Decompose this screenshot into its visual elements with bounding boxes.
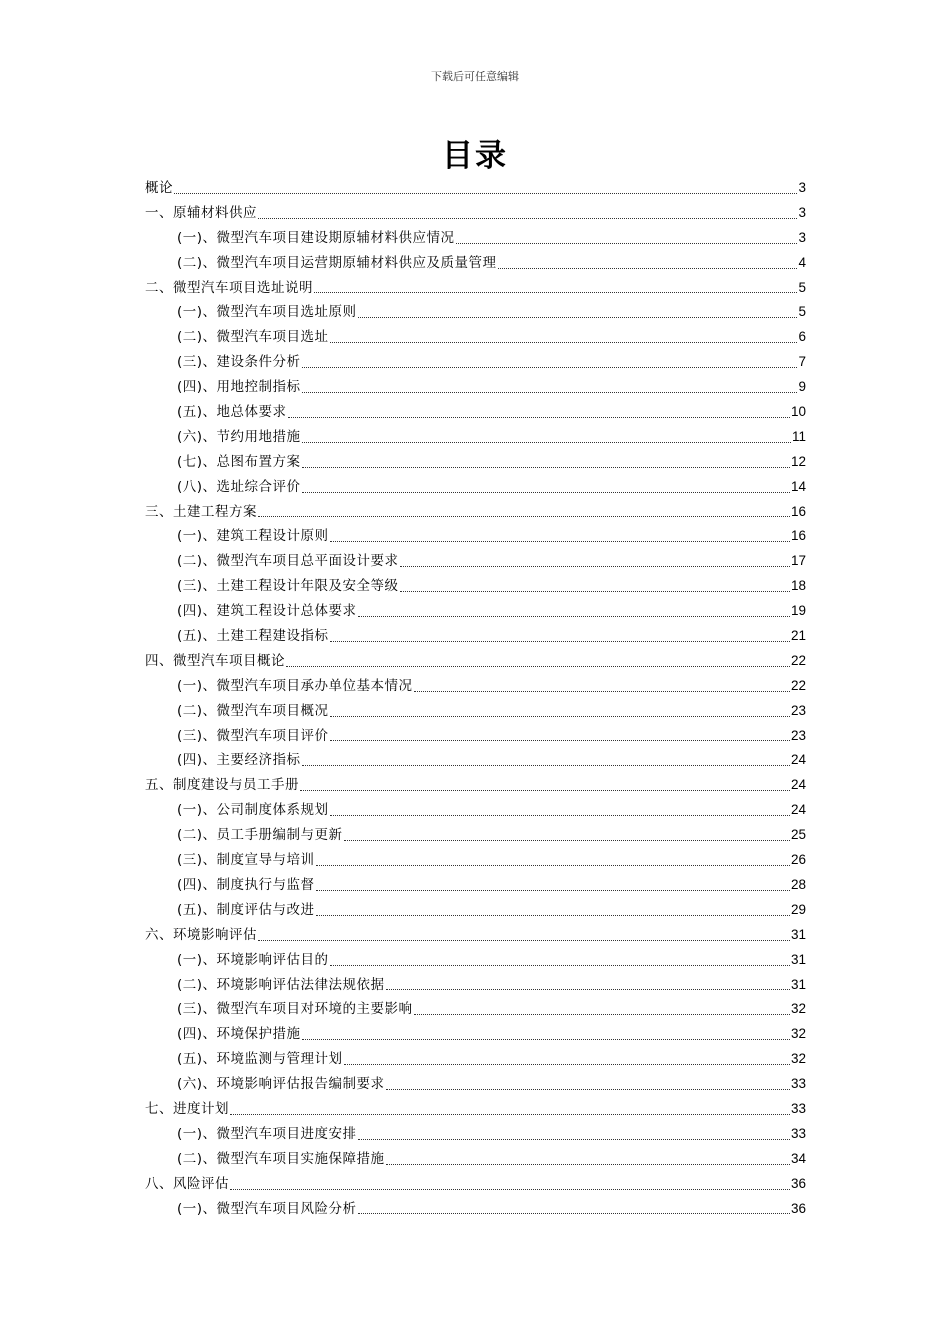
toc-subsection-entry[interactable] (145, 748, 806, 773)
toc-dot-leader (344, 1064, 790, 1065)
toc-dot-leader (400, 591, 790, 592)
toc-page-number: 28 (790, 876, 806, 892)
toc-page-number: 31 (790, 951, 806, 967)
toc-page-number: 36 (790, 1200, 806, 1216)
toc-page-number: 19 (790, 603, 806, 619)
toc-page-number: 22 (790, 677, 806, 693)
toc-entry-title: 七、进度计划 (145, 1100, 229, 1117)
toc-subsection-entry[interactable] (145, 973, 806, 998)
toc-entry-title: (一)、微型汽车项目进度安排 (177, 1125, 357, 1142)
toc-subsection-entry[interactable] (145, 524, 806, 549)
toc-page-number: 5 (798, 279, 806, 295)
toc-dot-leader (230, 1189, 790, 1190)
toc-subsection-entry[interactable] (145, 599, 806, 624)
toc-subsection-entry[interactable] (145, 674, 806, 699)
toc-dot-leader (330, 815, 790, 816)
toc-dot-leader (302, 1039, 790, 1040)
toc-entry-title: (六)、节约用地措施 (177, 428, 301, 445)
toc-entry-title: (二)、微型汽车项目选址 (177, 329, 329, 346)
toc-entry-title: (五)、土建工程建设指标 (177, 628, 329, 645)
toc-dot-leader (316, 865, 790, 866)
toc-entry-title: (三)、微型汽车项目对环境的主要影响 (177, 1001, 413, 1018)
toc-subsection-entry[interactable] (145, 375, 806, 400)
toc-subsection-entry[interactable] (145, 300, 806, 325)
toc-section-entry[interactable] (145, 923, 806, 948)
toc-page-number: 25 (790, 827, 806, 843)
toc-page-number: 16 (790, 503, 806, 519)
toc-dot-leader (302, 492, 790, 493)
toc-subsection-entry[interactable] (145, 1072, 806, 1097)
toc-title: 目录 (442, 138, 508, 174)
toc-page-number: 26 (790, 852, 806, 868)
toc-entry-title: (一)、微型汽车项目选址原则 (177, 304, 357, 321)
toc-subsection-entry[interactable] (145, 400, 806, 425)
toc-section-entry[interactable] (145, 1097, 806, 1122)
toc-entry-title: (二)、员工手册编制与更新 (177, 827, 343, 844)
toc-page-number: 32 (790, 1001, 806, 1017)
toc-dot-leader (300, 790, 790, 791)
toc-entry-title: (七)、总图布置方案 (177, 453, 301, 470)
toc-page-number: 21 (790, 628, 806, 644)
toc-page-number: 23 (790, 727, 806, 743)
toc-subsection-entry[interactable] (145, 425, 806, 450)
toc-dot-leader (414, 1014, 790, 1015)
toc-page-number: 33 (790, 1125, 806, 1141)
toc-entry-title: (二)、环境影响评估法律法规依据 (177, 976, 385, 993)
toc-subsection-entry[interactable] (145, 848, 806, 873)
toc-entry-title: (一)、微型汽车项目建设期原辅材料供应情况 (177, 229, 455, 246)
toc-entry-title: 四、微型汽车项目概论 (145, 652, 285, 669)
toc-page-number: 23 (790, 702, 806, 718)
toc-dot-leader (330, 740, 790, 741)
toc-dot-leader (344, 840, 790, 841)
toc-page-number: 33 (790, 1100, 806, 1116)
table-of-contents (145, 176, 806, 1221)
toc-subsection-entry[interactable] (145, 325, 806, 350)
toc-page-number: 34 (790, 1150, 806, 1166)
toc-page-number: 5 (798, 304, 806, 320)
toc-page-number: 3 (798, 204, 806, 220)
toc-dot-leader (386, 1089, 790, 1090)
toc-entry-title: (四)、制度执行与监督 (177, 876, 315, 893)
toc-dot-leader (456, 243, 797, 244)
toc-page-number: 16 (790, 528, 806, 544)
toc-dot-leader (330, 965, 790, 966)
toc-subsection-entry[interactable] (145, 475, 806, 500)
toc-section-entry[interactable] (145, 276, 806, 301)
toc-page-number: 12 (790, 453, 806, 469)
toc-dot-leader (302, 765, 790, 766)
toc-page-number: 3 (798, 180, 806, 195)
toc-dot-leader (358, 1213, 790, 1214)
toc-page-number: 3 (798, 229, 806, 245)
toc-page-number: 32 (790, 1026, 806, 1042)
toc-entry-title: (三)、建设条件分析 (177, 354, 301, 371)
toc-subsection-entry[interactable] (145, 699, 806, 724)
toc-subsection-entry[interactable] (145, 1047, 806, 1072)
toc-dot-leader (286, 666, 790, 667)
toc-entry-title: (三)、土建工程设计年限及安全等级 (177, 578, 399, 595)
toc-entry-title: (八)、选址综合评价 (177, 478, 301, 495)
toc-subsection-entry[interactable] (145, 1147, 806, 1172)
toc-subsection-entry[interactable] (145, 226, 806, 251)
toc-entry-title: (四)、建筑工程设计总体要求 (177, 603, 357, 620)
toc-dot-leader (358, 616, 790, 617)
toc-page-number: 29 (790, 901, 806, 917)
toc-dot-leader (302, 392, 797, 393)
toc-entry-title: (四)、主要经济指标 (177, 752, 301, 769)
toc-section-entry[interactable] (145, 500, 806, 525)
toc-page-number: 17 (790, 553, 806, 569)
toc-page-number: 18 (790, 578, 806, 594)
toc-dot-leader (330, 641, 790, 642)
toc-dot-leader (330, 342, 797, 343)
toc-page-number: 24 (790, 752, 806, 768)
toc-dot-leader (174, 193, 797, 194)
toc-entry-title: (一)、建筑工程设计原则 (177, 528, 329, 545)
toc-section-entry[interactable] (145, 773, 806, 798)
toc-dot-leader (258, 218, 797, 219)
toc-subsection-entry[interactable] (145, 450, 806, 475)
toc-dot-leader (316, 890, 790, 891)
toc-entry-title: (四)、环境保护措施 (177, 1026, 301, 1043)
toc-entry-title: (二)、微型汽车项目运营期原辅材料供应及质量管理 (177, 254, 497, 271)
toc-page-number: 33 (790, 1076, 806, 1092)
toc-dot-leader (330, 716, 790, 717)
toc-entry-title: (一)、公司制度体系规划 (177, 802, 329, 819)
toc-entry-title: (一)、环境影响评估目的 (177, 951, 329, 968)
toc-entry-title: (五)、地总体要求 (177, 404, 287, 421)
toc-dot-leader (414, 691, 790, 692)
toc-subsection-entry[interactable] (145, 1122, 806, 1147)
toc-entry-title: (二)、微型汽车项目实施保障措施 (177, 1150, 385, 1167)
toc-dot-leader (302, 367, 797, 368)
toc-dot-leader (330, 541, 790, 542)
toc-section-entry[interactable] (145, 1172, 806, 1197)
toc-page-number: 24 (790, 777, 806, 793)
toc-entry-title: (六)、环境影响评估报告编制要求 (177, 1076, 385, 1093)
toc-subsection-entry[interactable] (145, 624, 806, 649)
toc-dot-leader (258, 516, 790, 517)
toc-dot-leader (358, 1139, 790, 1140)
toc-dot-leader (498, 268, 797, 269)
toc-subsection-entry[interactable] (145, 724, 806, 749)
toc-dot-leader (400, 566, 790, 567)
toc-entry-title: 概论 (145, 180, 173, 196)
toc-page-number: 22 (790, 652, 806, 668)
toc-entry-title: (二)、微型汽车项目总平面设计要求 (177, 553, 399, 570)
toc-dot-leader (302, 467, 790, 468)
toc-subsection-entry[interactable] (145, 997, 806, 1022)
toc-subsection-entry[interactable] (145, 798, 806, 823)
toc-entry-title: (四)、用地控制指标 (177, 379, 301, 396)
toc-entry-title: (五)、环境监测与管理计划 (177, 1051, 343, 1068)
toc-dot-leader (288, 417, 790, 418)
toc-subsection-entry[interactable] (145, 873, 806, 898)
toc-dot-leader (358, 317, 797, 318)
toc-section-entry[interactable] (145, 201, 806, 226)
toc-entry-title: (二)、微型汽车项目概况 (177, 702, 329, 719)
toc-page-number: 4 (798, 254, 806, 270)
toc-subsection-entry[interactable] (145, 948, 806, 973)
toc-dot-leader (386, 1164, 790, 1165)
toc-subsection-entry[interactable] (145, 549, 806, 574)
toc-page-number: 10 (790, 404, 806, 420)
toc-entry-title: 八、风险评估 (145, 1175, 229, 1192)
toc-entry-title: 五、制度建设与员工手册 (145, 777, 299, 794)
toc-page-number: 9 (798, 379, 806, 395)
toc-page-number: 32 (790, 1051, 806, 1067)
toc-entry-title: 六、环境影响评估 (145, 926, 257, 943)
toc-subsection-entry[interactable] (145, 1197, 806, 1222)
toc-page-number: 11 (791, 428, 806, 444)
toc-entry-title: (五)、制度评估与改进 (177, 901, 315, 918)
toc-dot-leader (258, 940, 790, 941)
toc-section-entry[interactable] (145, 649, 806, 674)
toc-subsection-entry[interactable] (145, 1022, 806, 1047)
toc-section-entry[interactable] (145, 176, 806, 201)
toc-page-number: 7 (798, 354, 806, 370)
toc-page-number: 6 (798, 329, 806, 345)
toc-entry-title: (一)、微型汽车项目承办单位基本情况 (177, 677, 413, 694)
toc-entry-title: (一)、微型汽车项目风险分析 (177, 1200, 357, 1217)
toc-page-number: 31 (790, 976, 806, 992)
toc-subsection-entry[interactable] (145, 898, 806, 923)
toc-entry-title: (三)、微型汽车项目评价 (177, 727, 329, 744)
toc-subsection-entry[interactable] (145, 350, 806, 375)
toc-dot-leader (314, 292, 797, 293)
toc-entry-title: (三)、制度宣导与培训 (177, 852, 315, 869)
toc-dot-leader (302, 442, 791, 443)
toc-dot-leader (386, 989, 790, 990)
toc-entry-title: 二、微型汽车项目选址说明 (145, 279, 313, 296)
toc-page-number: 36 (790, 1175, 806, 1191)
toc-dot-leader (230, 1114, 790, 1115)
toc-subsection-entry[interactable] (145, 574, 806, 599)
toc-page-number: 24 (790, 802, 806, 818)
toc-subsection-entry[interactable] (145, 823, 806, 848)
toc-entry-title: 三、土建工程方案 (145, 503, 257, 520)
toc-page-number: 31 (790, 926, 806, 942)
toc-page-number: 14 (790, 478, 806, 494)
toc-subsection-entry[interactable] (145, 251, 806, 276)
page-header-note: 下载后可任意编辑 (431, 70, 519, 83)
toc-dot-leader (316, 915, 790, 916)
toc-entry-title: 一、原辅材料供应 (145, 204, 257, 221)
